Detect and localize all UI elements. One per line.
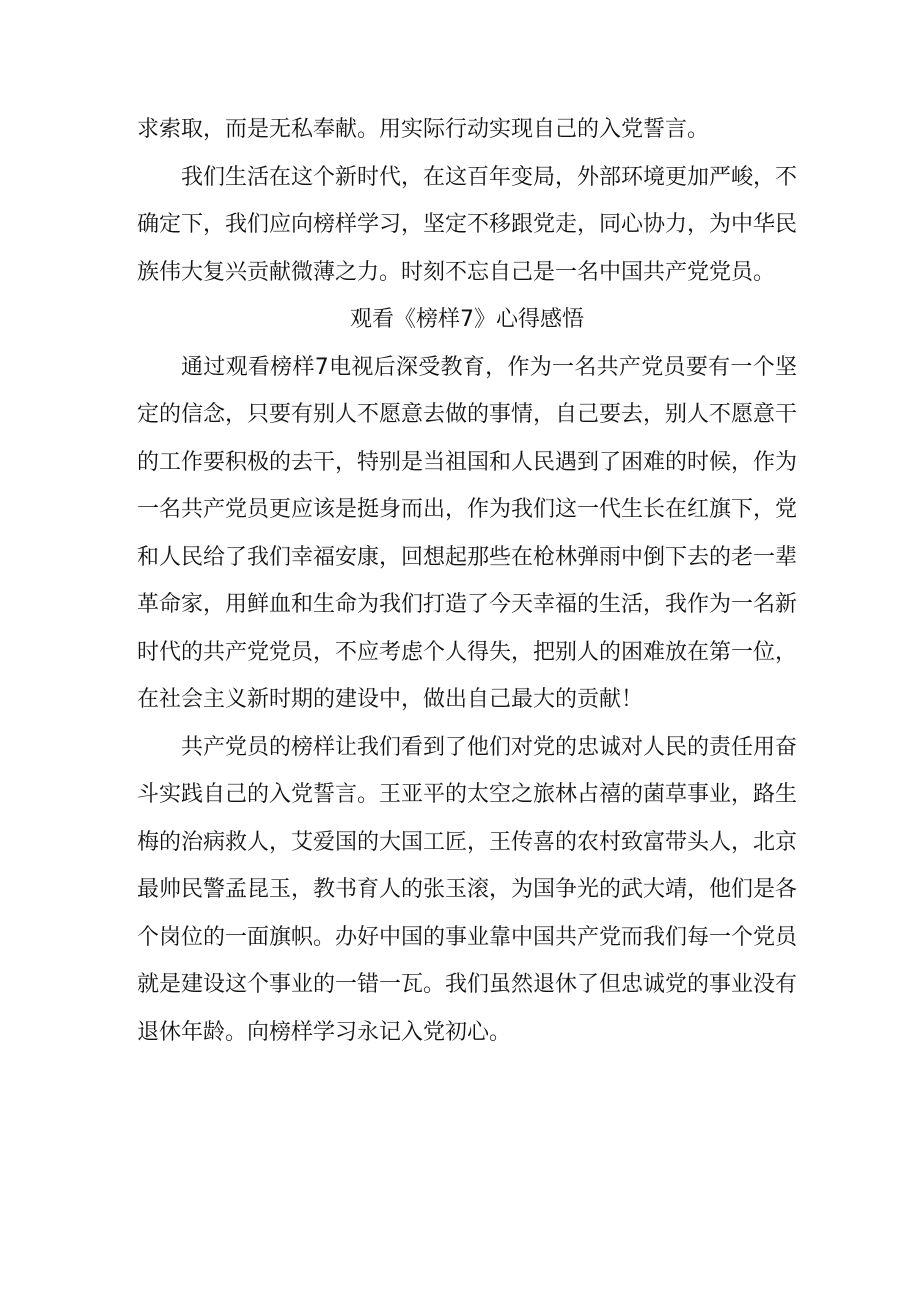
document-body bbox=[137, 106, 797, 1056]
paragraph-role-model-examples: 共产党员的榜样让我们看到了他们对党的忠诚对人民的责任用奋斗实践自己的入党誓言。王亚平的太空之旅林占禧的菌草事业，路生梅的治病救人，艾爱国的大国工匠，王传喜的农村致富带头人，北京最帅民警孟昆玉，教书育人的张玉滚，为国争光的武大靖，他们是各个岗位的一面旗帜。办好中国的事业靠中国共产党而我们每一个党员就是建设这个事业的一错一瓦。我们虽然退休了但忠诚党的事业没有退休年龄。向榜样学习永记入党初心。 bbox=[137, 734, 798, 1045]
paragraph-continuation: 求索取，而是无私奉献。用实际行动实现自己的入党誓言。 bbox=[137, 117, 710, 142]
paragraph-new-era: 我们生活在这个新时代，在这百年变局，外部环境更加严峻，不确定下，我们应向榜样学习，坚定不移跟党走，同心协力，为中华民族伟大复兴贡献微薄之力。时刻不忘自己是一名中国共产党党员。 bbox=[137, 164, 798, 285]
paragraph-watching-role-model: 通过观看榜样7电视后深受教育，作为一名共产党员要有一个坚定的信念，只要有别人不愿意去做的事情，自己要去，别人不愿意干的工作要积极的去干，特别是当祖国和人民遇到了困难的时候，作为一名共产党员更应该是挺身而出，作为我们这一代生长在红旗下，党和人民给了我们幸福安康，回想起那些在枪林弹雨中倒下去的老一辈革命家，用鲜血和生命为我们打造了今天幸福的生活，我作为一名新时代的共产党党员，不应考虑个人得失，把别人的困难放在第一位，在社会主义新时期的建设中，做出自己最大的贡献！ bbox=[137, 354, 798, 712]
section-title: 观看《榜样7》心得感悟 bbox=[350, 307, 584, 332]
